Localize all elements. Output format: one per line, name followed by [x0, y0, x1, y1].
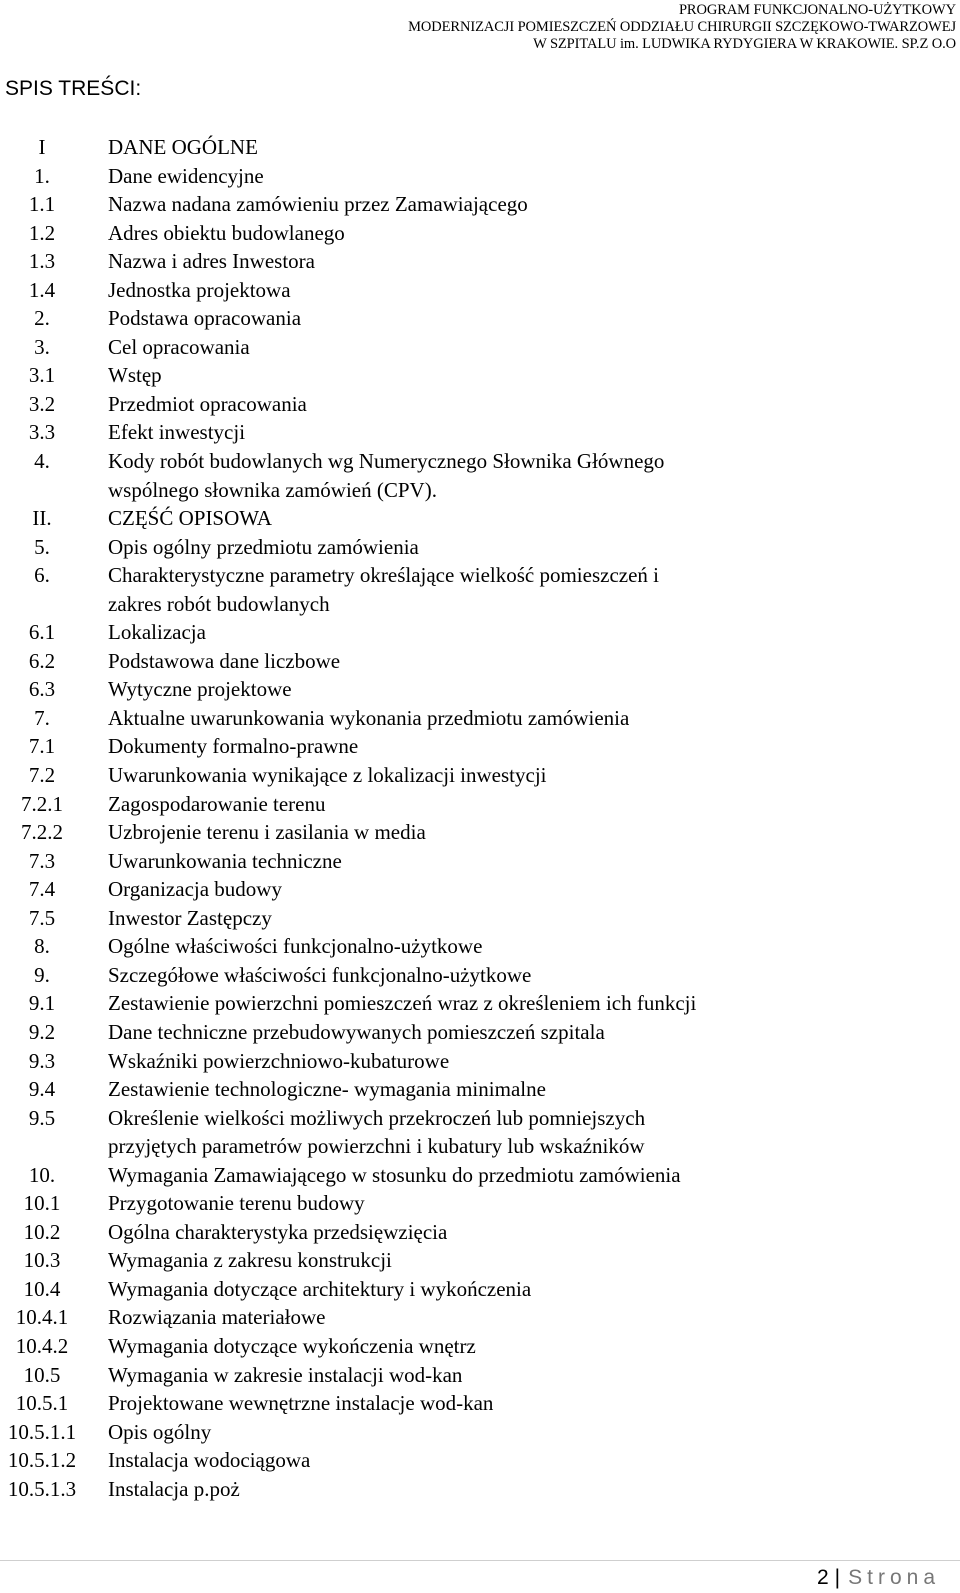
toc-entry-label: wspólnego słownika zamówień (CPV).: [108, 477, 437, 502]
toc-entry-number: 10.1: [23, 1191, 61, 1216]
toc-entry: [0, 1189, 940, 1218]
toc-entry-number: 1.4: [28, 277, 56, 302]
toc-entry: [0, 1389, 940, 1418]
toc-entry-label: Wytyczne projektowe: [108, 677, 292, 702]
toc-entry-label: Wymagania w zakresie instalacji wod-kan: [108, 1362, 463, 1387]
toc-entry: [0, 647, 940, 676]
toc-entry-number: 10.5.1: [15, 1391, 69, 1416]
toc-entry: [0, 704, 940, 733]
toc-entry: [0, 162, 940, 191]
toc-entry-number: 7.4: [28, 877, 56, 902]
toc-entry-number: 9.4: [28, 1077, 56, 1102]
footer-divider: [0, 1560, 960, 1561]
toc-entry: [0, 561, 940, 590]
toc-entry-number: 7.2: [28, 763, 56, 788]
toc-entry: [0, 1246, 940, 1275]
toc-entry-label: Kody robót budowlanych wg Numerycznego Słownika Głównego: [108, 449, 665, 474]
toc-entry-label: Dokumenty formalno-prawne: [108, 734, 359, 759]
toc-entry-label: Opis ogólny: [108, 1419, 212, 1444]
toc-entry: [0, 1446, 940, 1475]
toc-entry-number: 7.2.2: [21, 820, 63, 845]
toc-entry: [0, 190, 940, 219]
toc-entry-label: Lokalizacja: [108, 620, 206, 645]
toc-entry: [0, 961, 940, 990]
toc-entry-label: Ogólne właściwości funkcjonalno-użytkowe: [108, 934, 483, 959]
toc-entry: [0, 761, 940, 790]
toc-entry-label: Nazwa i adres Inwestora: [108, 249, 315, 274]
toc-entry-label: Cel opracowania: [108, 334, 250, 359]
toc-entry: [0, 847, 940, 876]
header-line-2: MODERNIZACJI POMIESZCZEŃ ODDZIAŁU CHIRURGII SZCZĘKOWO-TWARZOWEJ: [408, 19, 956, 35]
toc-entry-number: 10.4.1: [15, 1305, 69, 1330]
toc-entry: [0, 675, 940, 704]
toc-entry: [0, 247, 940, 276]
toc-entry: [0, 418, 940, 447]
toc-entry: [0, 219, 940, 248]
toc-entry-label: Opis ogólny przedmiotu zamówienia: [108, 534, 419, 559]
toc-entry-label: DANE OGÓLNE: [108, 135, 258, 159]
toc-entry-label: Dane techniczne przebudowywanych pomieszczeń szpitala: [108, 1019, 605, 1044]
toc-entry-label: Instalacja p.poż: [108, 1476, 240, 1501]
toc-entry-number: 7.: [34, 705, 50, 730]
toc-entry: [0, 390, 940, 419]
toc-entry-label: Podstawowa dane liczbowe: [108, 648, 341, 673]
toc-entry: [0, 818, 940, 847]
toc-entry-number: 1.: [34, 163, 50, 188]
toc-entry-number: 7.5: [28, 905, 56, 930]
toc-entry-number: 9.3: [28, 1048, 56, 1073]
toc-entry-label: Jednostka projektowa: [108, 277, 291, 302]
toc-entry-label: Ogólna charakterystyka przedsięwzięcia: [108, 1219, 448, 1244]
page-footer: [817, 1566, 940, 1590]
toc-entry: [0, 1104, 940, 1133]
toc-entry-number: 2.: [34, 306, 50, 331]
toc-entry-label: Zagospodarowanie terenu: [108, 791, 326, 816]
toc-entry-label: Uzbrojenie terenu i zasilania w media: [108, 820, 426, 845]
toc-entry-label: Wymagania dotyczące architektury i wykończenia: [108, 1276, 532, 1301]
toc-entry-number: 10.5.1.3: [7, 1476, 77, 1501]
toc-entry-number: I: [38, 135, 46, 159]
toc-entry-number: 1.2: [28, 220, 56, 245]
toc-entry-label: Wstęp: [108, 363, 162, 388]
toc-entry-number: 9.1: [28, 991, 56, 1016]
toc-entry: [0, 133, 940, 162]
toc-entry-number: II.: [32, 506, 52, 531]
toc-entry-number: 10.5.1.2: [7, 1448, 77, 1473]
toc-entry-number: 1.1: [28, 192, 56, 217]
toc-entry-label: Wymagania dotyczące wykończenia wnętrz: [108, 1333, 476, 1358]
toc-entry-label: Aktualne uwarunkowania wykonania przedmiotu zamówienia: [108, 705, 630, 730]
toc-entry-number: 10.3: [23, 1248, 61, 1273]
toc-entry-label: Podstawa opracowania: [108, 306, 302, 331]
toc-entry: [0, 1218, 940, 1247]
toc-entry-number: 7.1: [28, 734, 56, 759]
toc-entry: [0, 1418, 940, 1447]
toc-entry: [0, 361, 940, 390]
toc-entry-number: 9.: [34, 962, 50, 987]
toc-entry: [0, 1475, 940, 1504]
header-line-1: PROGRAM FUNKCJONALNO-UŻYTKOWY: [678, 2, 956, 18]
toc-entry: [0, 989, 940, 1018]
toc-entry-number: 3.2: [28, 391, 56, 416]
toc-entry-label: Wymagania Zamawiającego w stosunku do przedmiotu zamówienia: [108, 1162, 681, 1187]
toc-entry: [0, 1161, 940, 1190]
toc-entry: [0, 1332, 940, 1361]
toc-entry-label: Projektowane wewnętrzne instalacje wod-kan: [108, 1391, 494, 1416]
toc-entry: [0, 1132, 940, 1161]
toc-entry-label: Uwarunkowania wynikające z lokalizacji inwestycji: [108, 763, 547, 788]
toc-entry-label: Inwestor Zastępczy: [108, 905, 272, 930]
toc-entry-number: 5.: [34, 534, 50, 559]
toc-entry-number: 10.5.1.1: [7, 1419, 77, 1444]
toc-entry-label: Efekt inwestycji: [108, 420, 246, 445]
toc-entry-label: Określenie wielkości możliwych przekroczeń lub pomniejszych: [108, 1105, 646, 1130]
toc-entry-number: 9.2: [28, 1019, 56, 1044]
table-of-contents: [0, 133, 940, 1503]
toc-entry-number: 6.2: [28, 648, 56, 673]
footer-separator: |: [834, 1566, 841, 1589]
toc-entry-label: Organizacja budowy: [108, 877, 282, 902]
toc-entry-label: Szczegółowe właściwości funkcjonalno-użytkowe: [108, 962, 532, 987]
toc-entry-number: 3.3: [28, 420, 56, 445]
toc-entry-label: Adres obiektu budowlanego: [108, 220, 345, 245]
toc-entry: [0, 476, 940, 505]
toc-entry-number: 8.: [34, 934, 50, 959]
toc-entry: [0, 904, 940, 933]
toc-entry-number: 1.3: [28, 249, 56, 274]
toc-entry-label: Wymagania z zakresu konstrukcji: [108, 1248, 392, 1273]
toc-entry: [0, 932, 940, 961]
toc-entry: [0, 1075, 940, 1104]
toc-entry-number: 10.4: [23, 1276, 61, 1301]
toc-entry-number: 6.3: [28, 677, 56, 702]
toc-entry-number: 3.1: [28, 363, 56, 388]
toc-entry-label: Rozwiązania materiałowe: [108, 1305, 326, 1330]
toc-entry-number: 10.: [28, 1162, 56, 1187]
toc-entry: [0, 333, 940, 362]
page-number: 2: [816, 1566, 829, 1589]
toc-entry-number: 3.: [34, 334, 50, 359]
toc-entry-number: 4.: [34, 449, 50, 474]
page-word: Strona: [848, 1566, 940, 1589]
toc-entry-label: Zestawienie technologiczne- wymagania minimalne: [108, 1077, 546, 1102]
header-line-3: W SZPITALU im. LUDWIKA RYDYGIERA W KRAKOWIE. SP.Z O.O: [533, 36, 956, 52]
toc-entry: [0, 618, 940, 647]
toc-entry: [0, 1303, 940, 1332]
toc-entry-label: Nazwa nadana zamówieniu przez Zamawiającego: [108, 192, 528, 217]
toc-entry-label: przyjętych parametrów powierzchni i kubatury lub wskaźników: [108, 1134, 645, 1159]
toc-entry: [0, 1047, 940, 1076]
toc-entry-label: CZĘŚĆ OPISOWA: [108, 506, 272, 531]
toc-entry: [0, 1361, 940, 1390]
toc-entry-number: 6.1: [28, 620, 56, 645]
toc-entry-number: 10.2: [23, 1219, 61, 1244]
toc-entry-number: 10.4.2: [15, 1333, 69, 1358]
toc-entry: [0, 533, 940, 562]
toc-entry: [0, 304, 940, 333]
toc-entry-label: Instalacja wodociągowa: [108, 1448, 311, 1473]
toc-entry-label: Charakterystyczne parametry określające wielkość pomieszczeń i: [108, 563, 659, 588]
toc-entry-number: 10.5: [23, 1362, 61, 1387]
toc-entry: [0, 875, 940, 904]
toc-entry-label: Uwarunkowania techniczne: [108, 848, 342, 873]
toc-entry: [0, 732, 940, 761]
toc-entry: [0, 504, 940, 533]
toc-entry-label: Dane ewidencyjne: [108, 163, 264, 188]
toc-entry-label: Wskaźniki powierzchniowo-kubaturowe: [108, 1048, 450, 1073]
toc-entry: [0, 590, 940, 619]
toc-entry-label: Przygotowanie terenu budowy: [108, 1191, 365, 1216]
toc-entry: [0, 276, 940, 305]
document-header: [276, 2, 956, 53]
toc-entry-number: 7.3: [28, 848, 56, 873]
toc-title: SPIS TREŚCI:: [5, 77, 142, 100]
toc-entry-label: zakres robót budowlanych: [108, 591, 330, 616]
toc-entry-label: Przedmiot opracowania: [108, 391, 307, 416]
toc-entry: [0, 447, 940, 476]
toc-entry-number: 6.: [34, 563, 50, 588]
toc-entry: [0, 790, 940, 819]
toc-entry: [0, 1275, 940, 1304]
toc-entry: [0, 1018, 940, 1047]
toc-entry-label: Zestawienie powierzchni pomieszczeń wraz z określeniem ich funkcji: [108, 991, 697, 1016]
toc-entry-number: 7.2.1: [21, 791, 63, 816]
toc-entry-number: 9.5: [28, 1105, 56, 1130]
